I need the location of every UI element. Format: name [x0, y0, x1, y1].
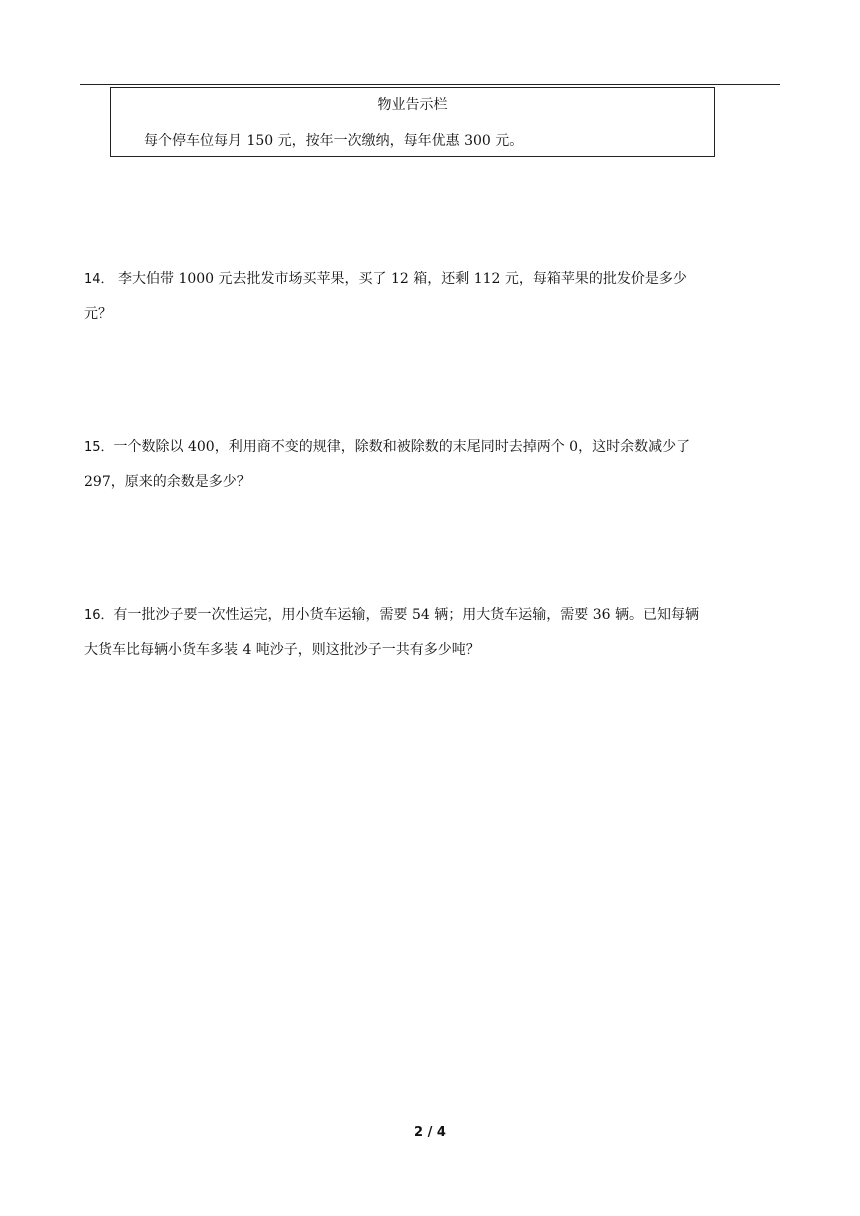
question-14-number: 14． [84, 272, 114, 287]
question-16-text-line-2: 大货车比每辆小货车多装 4 吨沙子，则这批沙子一共有多少吨？ [84, 642, 480, 658]
question-16-text-line-1: 有一批沙子要一次性运完，用小货车运输，需要 54 辆；用大货车运输，需要 36 辆。已知每辆 [113, 607, 699, 623]
question-14-text-line-1: 李大伯带 1000 元去批发市场买苹果，买了 12 箱，还剩 112 元，每箱苹果的批发价是多少 [113, 271, 687, 287]
question-15-text-line-1: 一个数除以 400，利用商不变的规律，除数和被除数的末尾同时去掉两个 0，这时余数减少了 [113, 439, 691, 455]
question-15-number: 15． [84, 440, 114, 455]
header-rule [80, 84, 780, 85]
question-16-number: 16． [84, 608, 114, 623]
question-16 [84, 598, 774, 667]
question-14-line-1 [84, 262, 774, 297]
question-15-text-line-2: 297，原来的余数是多少？ [84, 474, 251, 490]
question-15 [84, 430, 774, 499]
question-14-text-line-2: 元？ [84, 306, 112, 322]
notice-board-box [110, 87, 715, 157]
page-number: 2 / 4 [414, 1125, 446, 1140]
question-16-line-1 [84, 598, 774, 633]
question-15-line-1 [84, 430, 774, 465]
notice-board-text: 每个停车位每月 150 元，按年一次缴纳，每年优惠 300 元。 [144, 133, 524, 149]
notice-board-title: 物业告示栏 [377, 97, 448, 113]
question-14 [84, 262, 774, 331]
